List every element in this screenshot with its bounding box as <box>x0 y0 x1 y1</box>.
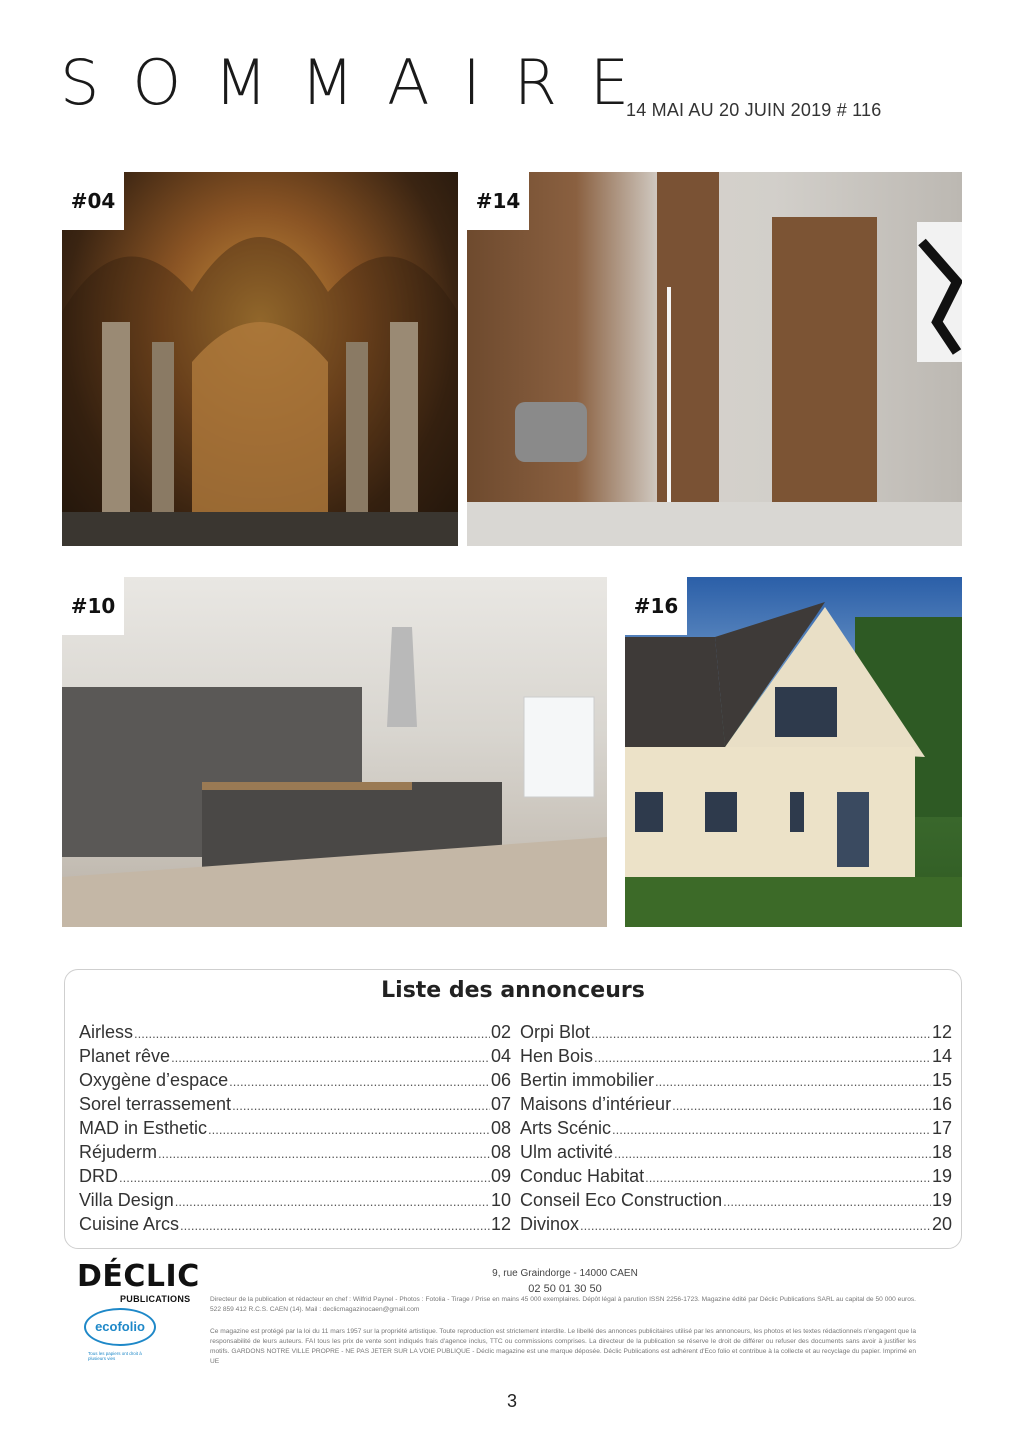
declic-logo: DÉCLIC <box>77 1259 200 1294</box>
article-tag: #04 <box>62 172 124 230</box>
legal-notice: Directeur de la publication et rédacteur en chef : Wilfrid Paynel - Photos : Fotolia - Tirage / Prise en mains 45 000 exemplaires. Dépôt légal à parution ISSN 2256-1723. Magazine édité par Déclic Publications SARL au capital de 50 000 euros. 522 859 412 R.C.S. CAEN (14). Mail : declicmagazinocaen@gmail.com <box>210 1296 916 1313</box>
publisher-address <box>420 1267 710 1297</box>
dot-leader <box>655 1074 931 1089</box>
photo-10 <box>62 577 607 927</box>
dot-leader <box>591 1026 931 1041</box>
ecofolio-tagline: Tous les papiers ont droit à plusieurs vies <box>88 1351 142 1362</box>
page-ref: 07 <box>490 1094 511 1114</box>
list-item <box>79 1070 511 1094</box>
list-item <box>520 1022 952 1046</box>
list-item <box>79 1214 511 1238</box>
page-ref: 20 <box>931 1214 952 1234</box>
page-number: 3 <box>506 1391 517 1411</box>
dot-leader <box>134 1026 490 1041</box>
dot-leader <box>175 1194 490 1209</box>
copyright-notice: Ce magazine est protégé par la loi du 11 mars 1957 sur la propriété artistique. Toute reproduction est strictement interdite. Le libellé des annonces publicitaires utilisé par les annonceurs, les photos et les textes rédactionnels n'engagent que la responsabilité de leurs auteurs. FAI tous les prix de vente sont indiqués frais d'agence inclus, TTC ou commissions comprises. La directeur de la publication se réserve le droit de différer ou refuser des documents sans avoir à justifier les motifs. GARDONS NOTRE VILLE PROPRE - NE PAS JETER SUR LA VOIE PUBLIQUE - Déclic magazine est une marque déposée. Déclic Publications est adhérent d'Eco folio et contribue à la collecte et au recyclage du papier. Imprimé en UE <box>210 1328 916 1365</box>
dot-leader <box>180 1218 490 1233</box>
list-item <box>520 1142 952 1166</box>
list-item <box>520 1046 952 1070</box>
declic-logo-subtitle: PUBLICATIONS <box>120 1294 191 1304</box>
dot-leader <box>232 1098 490 1113</box>
dot-leader <box>158 1146 490 1161</box>
ecofolio-logo: ecofolio <box>84 1308 156 1346</box>
dot-leader <box>208 1122 490 1137</box>
interior-illustration <box>467 172 962 546</box>
page-ref: 14 <box>931 1046 952 1066</box>
list-item <box>79 1094 511 1118</box>
list-item <box>79 1046 511 1070</box>
dot-leader <box>119 1170 490 1185</box>
page-ref: 12 <box>490 1214 511 1234</box>
advertiser-name: Sorel terrassement <box>79 1094 232 1114</box>
advertiser-name: DRD <box>79 1166 118 1186</box>
list-item <box>520 1070 952 1094</box>
page-ref: 19 <box>931 1190 952 1210</box>
list-item <box>520 1214 952 1238</box>
advertiser-name: Airless <box>79 1022 134 1042</box>
issue-info: 14 MAI AU 20 JUIN 2019 # 116 <box>626 100 882 120</box>
photo-04 <box>62 172 458 546</box>
dot-leader <box>580 1218 931 1233</box>
advertiser-name: Arts Scénic <box>520 1118 612 1138</box>
advertiser-name: Réjuderm <box>79 1142 158 1162</box>
kitchen-illustration <box>62 577 607 927</box>
page-ref: 09 <box>490 1166 511 1186</box>
dot-leader <box>171 1050 490 1065</box>
list-item <box>79 1022 511 1046</box>
list-item <box>79 1166 511 1190</box>
list-item <box>79 1190 511 1214</box>
page-ref: 08 <box>490 1142 511 1162</box>
list-item <box>520 1190 952 1214</box>
page-ref: 19 <box>931 1166 952 1186</box>
advertisers-panel <box>64 969 962 1249</box>
article-tag: #16 <box>625 577 687 635</box>
dot-leader <box>612 1122 931 1137</box>
advertiser-name: Oxygène d’espace <box>79 1070 229 1090</box>
advertiser-name: Hen Bois <box>520 1046 594 1066</box>
advertiser-name: Conseil Eco Construction <box>520 1190 723 1210</box>
dot-leader <box>594 1050 931 1065</box>
dot-leader <box>229 1074 490 1089</box>
advertiser-name: Orpi Blot <box>520 1022 591 1042</box>
advertisers-title: Liste des annonceurs <box>381 978 645 1003</box>
page-ref: 12 <box>931 1022 952 1042</box>
list-item <box>520 1118 952 1142</box>
advertiser-name: Maisons d’intérieur <box>520 1094 672 1114</box>
page-ref: 16 <box>931 1094 952 1114</box>
advertiser-name: Bertin immobilier <box>520 1070 655 1090</box>
advertiser-name: Ulm activité <box>520 1142 614 1162</box>
page-ref: 17 <box>931 1118 952 1138</box>
dot-leader <box>645 1170 931 1185</box>
list-item <box>79 1142 511 1166</box>
advertisers-left-column <box>79 1022 511 1238</box>
advertisers-right-column <box>520 1022 952 1238</box>
page-ref: 08 <box>490 1118 511 1138</box>
dot-leader <box>723 1194 931 1209</box>
photo-14 <box>467 172 962 546</box>
page-ref: 02 <box>490 1022 511 1042</box>
page-ref: 06 <box>490 1070 511 1090</box>
advertiser-name: MAD in Esthetic <box>79 1118 208 1138</box>
dot-leader <box>614 1146 931 1161</box>
page-ref: 04 <box>490 1046 511 1066</box>
article-tag: #10 <box>62 577 124 635</box>
phone-number: 02 50 01 30 50 <box>528 1282 602 1295</box>
article-tag: #14 <box>467 172 529 230</box>
list-item <box>520 1094 952 1118</box>
street-address: 9, rue Graindorge - 14000 CAEN <box>492 1268 638 1279</box>
advertiser-name: Planet rêve <box>79 1046 171 1066</box>
page-title: SOMMAIRE <box>60 46 663 119</box>
advertiser-name: Divinox <box>520 1214 580 1234</box>
page-ref: 18 <box>931 1142 952 1162</box>
advertiser-name: Conduc Habitat <box>520 1166 645 1186</box>
advertiser-name: Villa Design <box>79 1190 174 1210</box>
page-ref: 10 <box>490 1190 511 1210</box>
advertiser-name: Cuisine Arcs <box>79 1214 180 1234</box>
page-ref: 15 <box>931 1070 952 1090</box>
photo-16 <box>625 577 962 927</box>
dot-leader <box>672 1098 931 1113</box>
list-item <box>520 1166 952 1190</box>
list-item <box>79 1118 511 1142</box>
